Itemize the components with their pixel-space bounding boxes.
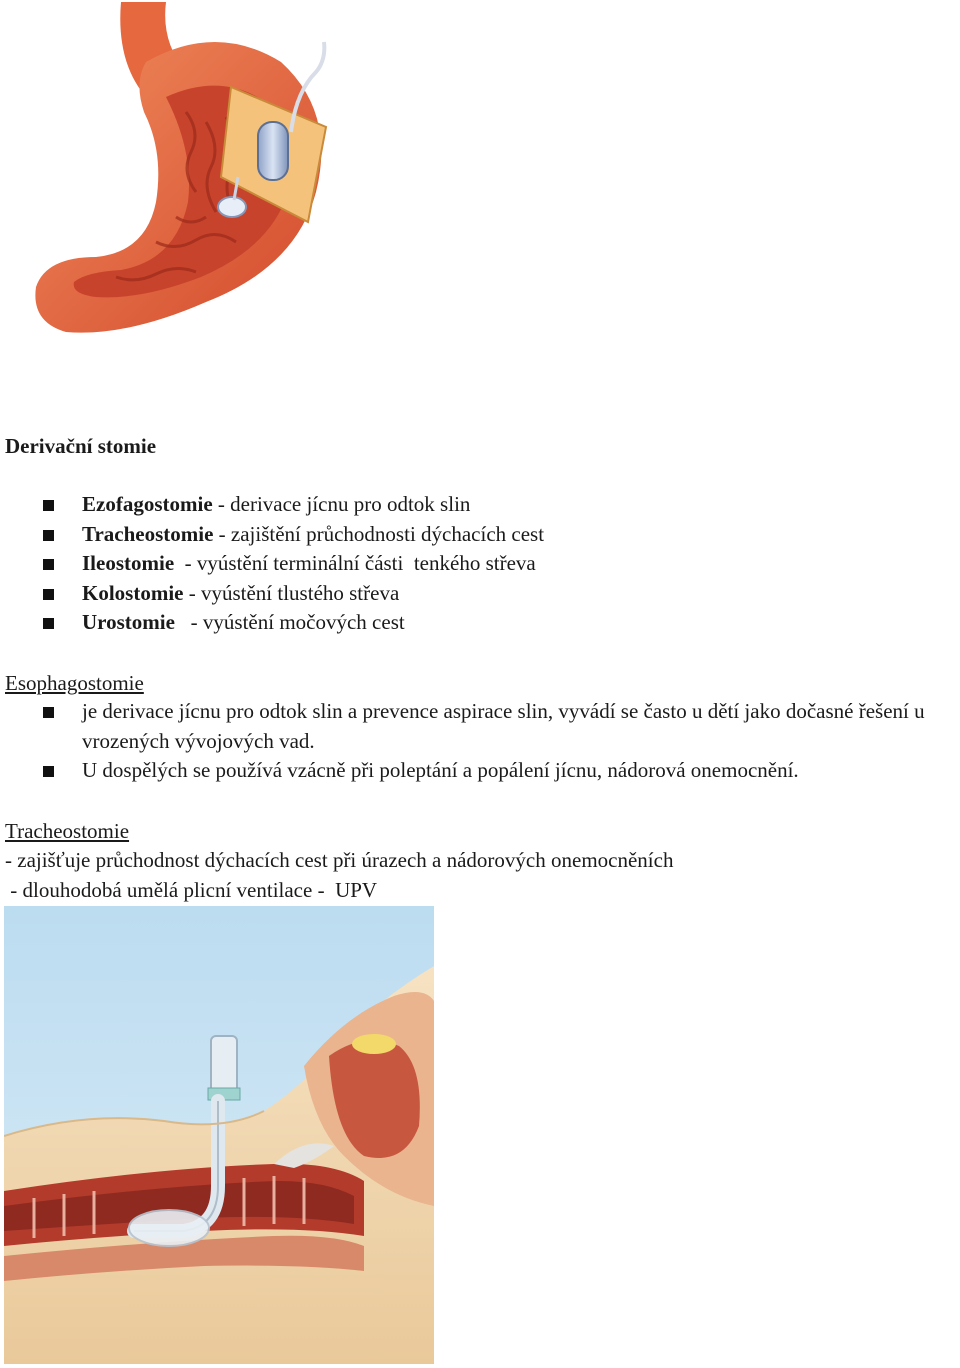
esophagostomie-list: [0, 697, 958, 786]
list-item-text: je derivace jícnu pro odtok slin a prevence aspirace slin, vyvádí se často u dětí jako dočasné řešení u vrozených vývojových vad.: [82, 699, 925, 753]
list-item-term: Ileostomie: [82, 551, 175, 575]
tracheostomie-line-2: - dlouhodobá umělá plicní ventilace - UPV: [5, 878, 378, 902]
list-item-desc: - vyústění močových cest: [174, 610, 405, 634]
square-bullet-icon: [43, 500, 54, 511]
list-item-term: Ezofagostomie: [82, 492, 213, 516]
list-item: [0, 756, 958, 786]
section-heading-derivacni-stomie: Derivační stomie: [5, 434, 157, 458]
list-item-desc: - vyústění terminální části tenkého střeva: [174, 551, 536, 575]
tracheostomie-line-1: - zajišťuje průchodnost dýchacích cest při úrazech a nádorových onemocněních: [5, 848, 674, 872]
square-bullet-icon: [43, 618, 54, 629]
list-item: [0, 490, 544, 520]
list-item-term: Urostomie: [82, 610, 175, 634]
list-item: [0, 579, 544, 609]
square-bullet-icon: [43, 707, 54, 718]
list-item: [0, 549, 544, 579]
list-item: [0, 697, 958, 756]
list-item: [0, 520, 544, 550]
square-bullet-icon: [43, 530, 54, 541]
list-item-desc: - vyústění tlustého střeva: [183, 580, 400, 605]
derivacni-stomie-list: [0, 490, 544, 638]
list-item-term: Tracheostomie: [82, 521, 214, 546]
square-bullet-icon: [43, 766, 54, 777]
tracheostomy-illustration: [4, 906, 434, 1364]
list-item-desc: - derivace jícnu pro odtok slin: [212, 492, 471, 516]
list-item: [0, 608, 544, 638]
list-item-term: Kolostomie: [82, 580, 184, 605]
section-heading-tracheostomie: Tracheostomie: [5, 819, 130, 843]
stomach-gastrostomy-illustration: [26, 2, 336, 342]
square-bullet-icon: [43, 589, 54, 600]
section-heading-esophagostomie: Esophagostomie: [5, 671, 144, 695]
list-item-desc: - zajištění průchodnosti dýchacích cest: [213, 521, 545, 546]
list-item-text: U dospělých se používá vzácně při poleptání a popálení jícnu, nádorová onemocnění.: [82, 758, 799, 782]
square-bullet-icon: [43, 559, 54, 570]
